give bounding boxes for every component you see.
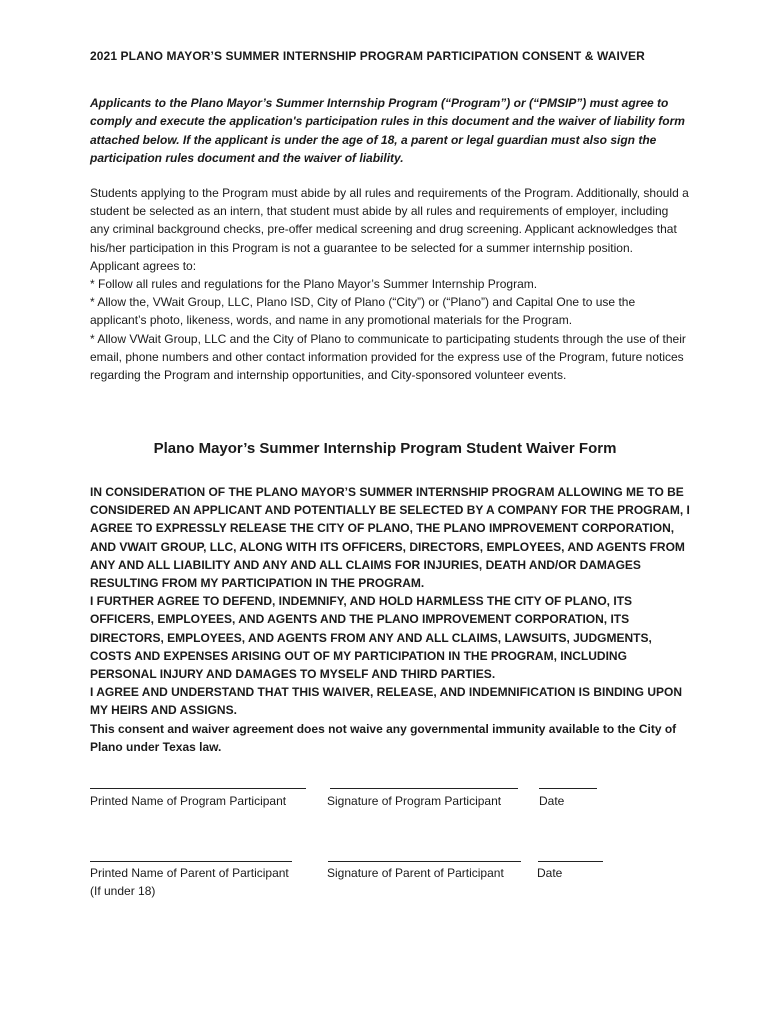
- rules-paragraph: Students applying to the Program must abide by all rules and requirements of the Program. Additionally, should a student be selected as an intern, that student must abide by all rules and requirements of employer, including any criminal background checks, pre-offer medical screening and drug screening. Applicant acknowledges that his/her participation in this Program is not a guarantee to be selected for a summer internship position.: [90, 186, 689, 255]
- waiver-binding-paragraph: I AGREE AND UNDERSTAND THAT THIS WAIVER, RELEASE, AND INDEMNIFICATION IS BINDING UPON MY HEIRS AND ASSIGNS.: [90, 685, 683, 718]
- agreement-item-photo-use: * Allow the, VWait Group, LLC, Plano ISD, City of Plano (“City”) or (“Plano”) and Capital One to use the applicant’s photo, likeness, words, and name in any promotional materials for the Program.: [90, 295, 636, 328]
- participant-date-label: Date: [539, 794, 565, 808]
- parent-signature-label: Signature of Parent of Participant: [327, 866, 504, 880]
- waiver-form-title: Plano Mayor’s Summer Internship Program Student Waiver Form: [153, 440, 617, 457]
- participant-signature-label: Signature of Program Participant: [327, 794, 502, 808]
- participant-printed-name-line[interactable]: [90, 788, 306, 789]
- participant-signature-row: [90, 778, 690, 818]
- waiver-immunity-paragraph: This consent and waiver agreement does not waive any governmental immunity available to the City of Plano under Texas law.: [90, 721, 677, 754]
- parent-under-18-note: (If under 18): [90, 884, 156, 898]
- parent-date-label: Date: [537, 866, 563, 880]
- parent-signature-line[interactable]: [328, 861, 521, 862]
- waiver-release-paragraph: IN CONSIDERATION OF THE PLANO MAYOR’S SUMMER INTERNSHIP PROGRAM ALLOWING ME TO BE CONSIDERED AN APPLICANT AND POTENTIALLY BE SELECTED BY A COMPANY FOR THE PROGRAM, I AGREE TO EXPRESSLY RELEASE THE CITY OF PLANO, THE PLANO IMPROVEMENT CORPORATION, AND VWAIT GROUP, LLC, ALONG WITH ITS OFFICERS, DIRECTORS, EMPLOYEES, AND AGENTS FROM ANY AND ALL LIABILITY AND ANY AND ALL CLAIMS FOR INJURIES, DEATH AND/OR DAMAGES RESULTING FROM MY PARTICIPATION IN THE PROGRAM.: [90, 485, 690, 591]
- agreement-item-rules: * Follow all rules and regulations for the Plano Mayor’s Summer Internship Program.: [90, 277, 538, 292]
- participant-date-line[interactable]: [539, 788, 597, 789]
- parent-printed-name-line[interactable]: [90, 861, 292, 862]
- agreement-item-communication: * Allow VWait Group, LLC and the City of Plano to communicate to participating students through the use of their email, phone numbers and other contact information provided for the express use of the Program, future notices regarding the Program and internship opportunities, and City-sponsored volunteer events.: [90, 331, 686, 383]
- intro-paragraph: Applicants to the Plano Mayor’s Summer Internship Program (“Program”) or (“PMSIP”) must agree to comply and execute the application's participation rules in this document and the waiver of liability form attached below. If the applicant is under the age of 18, a parent or legal guardian must also sign the participation rules document and the waiver of liability.: [90, 96, 685, 165]
- parent-printed-name-label: Printed Name of Parent of Participant: [90, 866, 289, 880]
- parent-signature-row: [90, 851, 690, 911]
- program-rules-section: [90, 184, 690, 384]
- waiver-section: [90, 483, 690, 756]
- agrees-to-label: Applicant agrees to:: [90, 258, 197, 273]
- participant-printed-name-label: Printed Name of Program Participant: [90, 794, 287, 808]
- participant-signature-line[interactable]: [330, 788, 518, 789]
- document-heading: 2021 PLANO MAYOR’S SUMMER INTERNSHIP PROGRAM PARTICIPATION CONSENT & WAIVER: [90, 49, 645, 63]
- parent-date-line[interactable]: [538, 861, 603, 862]
- waiver-indemnify-paragraph: I FURTHER AGREE TO DEFEND, INDEMNIFY, AND HOLD HARMLESS THE CITY OF PLANO, ITS OFFICERS, EMPLOYEES, AND AGENTS AND THE PLANO IMPROVEMENT CORPORATION, ITS DIRECTORS, EMPLOYEES, AND AGENTS FROM ANY AND ALL CLAIMS, LAWSUITS, JUDGMENTS, COSTS AND EXPENSES ARISING OUT OF MY PARTICIPATION IN THE PROGRAM, INCLUDING PERSONAL INJURY AND DAMAGES TO MYSELF AND THIRD PARTIES.: [90, 594, 652, 682]
